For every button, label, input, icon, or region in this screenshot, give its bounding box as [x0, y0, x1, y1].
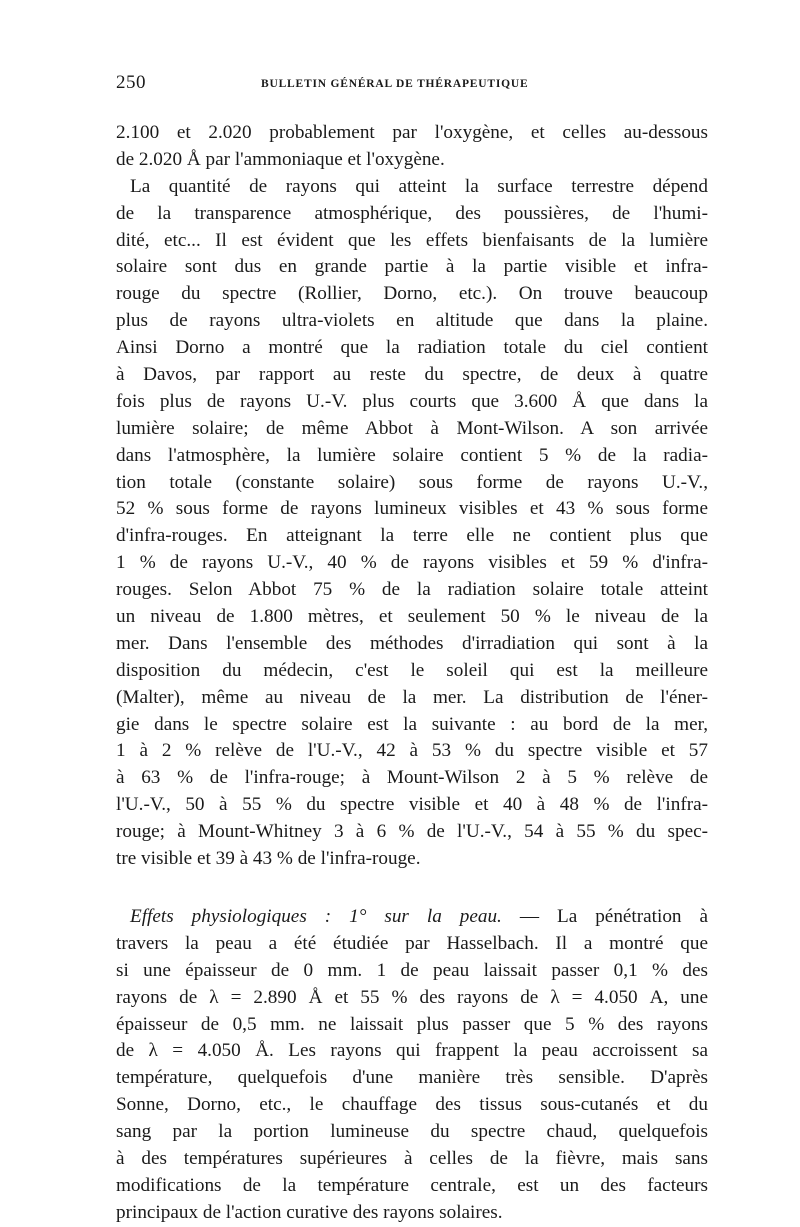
text-line: Sonne, Dorno, etc., le chauffage des tissus sous-cutanés et du — [116, 1094, 708, 1116]
text-line: (Malter), même au niveau de la mer. La distribution de l'éner- — [116, 686, 708, 708]
text-line: La quantité de rayons qui atteint la surface terrestre dépend — [130, 175, 708, 197]
text-line: mer. Dans l'ensemble des méthodes d'irradiation qui sont à la — [116, 632, 708, 654]
text-line: 2.100 et 2.020 probablement par l'oxygène, et celles au-dessous — [116, 122, 708, 143]
page-header — [116, 72, 711, 100]
text-line: l'U.-V., 50 à 55 % du spectre visible et 40 à 48 % de l'infra- — [116, 794, 708, 816]
text-line: lumière solaire; de même Abbot à Mont-Wilson. A son arrivée — [116, 417, 708, 439]
text-line: plus de rayons ultra-violets en altitude que dans la plaine. — [116, 310, 708, 332]
text-line: à des températures supérieures à celles de la fièvre, mais sans — [116, 1147, 708, 1169]
text-line: principaux de l'action curative des rayons solaires. — [116, 1201, 503, 1223]
text-line: à Davos, par rapport au reste du spectre, de deux à quatre — [116, 364, 708, 386]
text-line: rouges. Selon Abbot 75 % de la radiation solaire totale atteint — [116, 579, 708, 601]
text-line: tre visible et 39 à 43 % de l'infra-rouge. — [116, 848, 421, 870]
text-line: si une épaisseur de 0 mm. 1 de peau laissait passer 0,1 % des — [116, 959, 708, 981]
text-line: d'infra-rouges. En atteignant la terre elle ne contient plus que — [116, 525, 708, 547]
page-number: 250 — [116, 72, 146, 93]
text-line: 52 % sous forme de rayons lumineux visibles et 43 % sous forme — [116, 498, 708, 520]
text-line: rayons de λ = 2.890 Å et 55 % des rayons de λ = 4.050 A, une — [116, 986, 708, 1008]
text-line: sang par la portion lumineuse du spectre chaud, quelquefois — [116, 1121, 708, 1143]
text-line: disposition du médecin, c'est le soleil qui est la meilleure — [116, 659, 708, 681]
text-line: Ainsi Dorno a montré que la radiation totale du ciel contient — [116, 337, 708, 359]
text-line: de la transparence atmosphérique, des poussières, de l'humi- — [116, 202, 708, 224]
text-line: 1 % de rayons U.-V., 40 % de rayons visibles et 59 % d'infra- — [116, 552, 708, 574]
text-run: — La pénétration à — [501, 905, 709, 927]
paragraph-gap — [116, 873, 708, 904]
text-line: gie dans le spectre solaire est la suivante : au bord de la mer, — [116, 713, 708, 735]
text-line: de 2.020 Å par l'ammoniaque et l'oxygène. — [116, 148, 445, 170]
text-line: un niveau de 1.800 mètres, et seulement 50 % le niveau de la — [116, 606, 708, 628]
text-line: à 63 % de l'infra-rouge; à Mount-Wilson 2 à 5 % relève de — [116, 767, 708, 789]
text-line: 1 à 2 % relève de l'U.-V., 42 à 53 % du spectre visible et 57 — [116, 740, 708, 762]
text-line: de λ = 4.050 Å. Les rayons qui frappent la peau accroissent sa — [116, 1040, 708, 1062]
running-title: BULLETIN GÉNÉRAL DE THÉRAPEUTIQUE — [261, 78, 529, 90]
section-heading: Effets physiologiques : 1° sur la peau. — [130, 905, 502, 927]
text-line: modifications de la température centrale, est un des facteurs — [116, 1174, 708, 1196]
text-line: rouge du spectre (Rollier, Dorno, etc.). On trouve beaucoup — [116, 283, 708, 305]
text-line: fois plus de rayons U.-V. plus courts que 3.600 Å que dans la — [116, 390, 708, 412]
text-line — [116, 904, 708, 931]
text-line: travers la peau a été étudiée par Hasselbach. Il a montré que — [116, 932, 708, 954]
text-line: tion totale (constante solaire) sous forme de rayons U.-V., — [116, 471, 708, 493]
text-line: solaire sont dus en grande partie à la partie visible et infra- — [116, 256, 708, 278]
body-text — [116, 120, 708, 1227]
text-line: rouge; à Mount-Whitney 3 à 6 % de l'U.-V., 54 à 55 % du spec- — [116, 821, 708, 843]
text-line: dans l'atmosphère, la lumière solaire contient 5 % de la radia- — [116, 444, 708, 466]
text-line: épaisseur de 0,5 mm. ne laissait plus passer que 5 % des rayons — [116, 1013, 708, 1035]
text-line: dité, etc... Il est évident que les effets bienfaisants de la lumière — [116, 229, 708, 251]
text-line: température, quelquefois d'une manière très sensible. D'après — [116, 1067, 708, 1089]
